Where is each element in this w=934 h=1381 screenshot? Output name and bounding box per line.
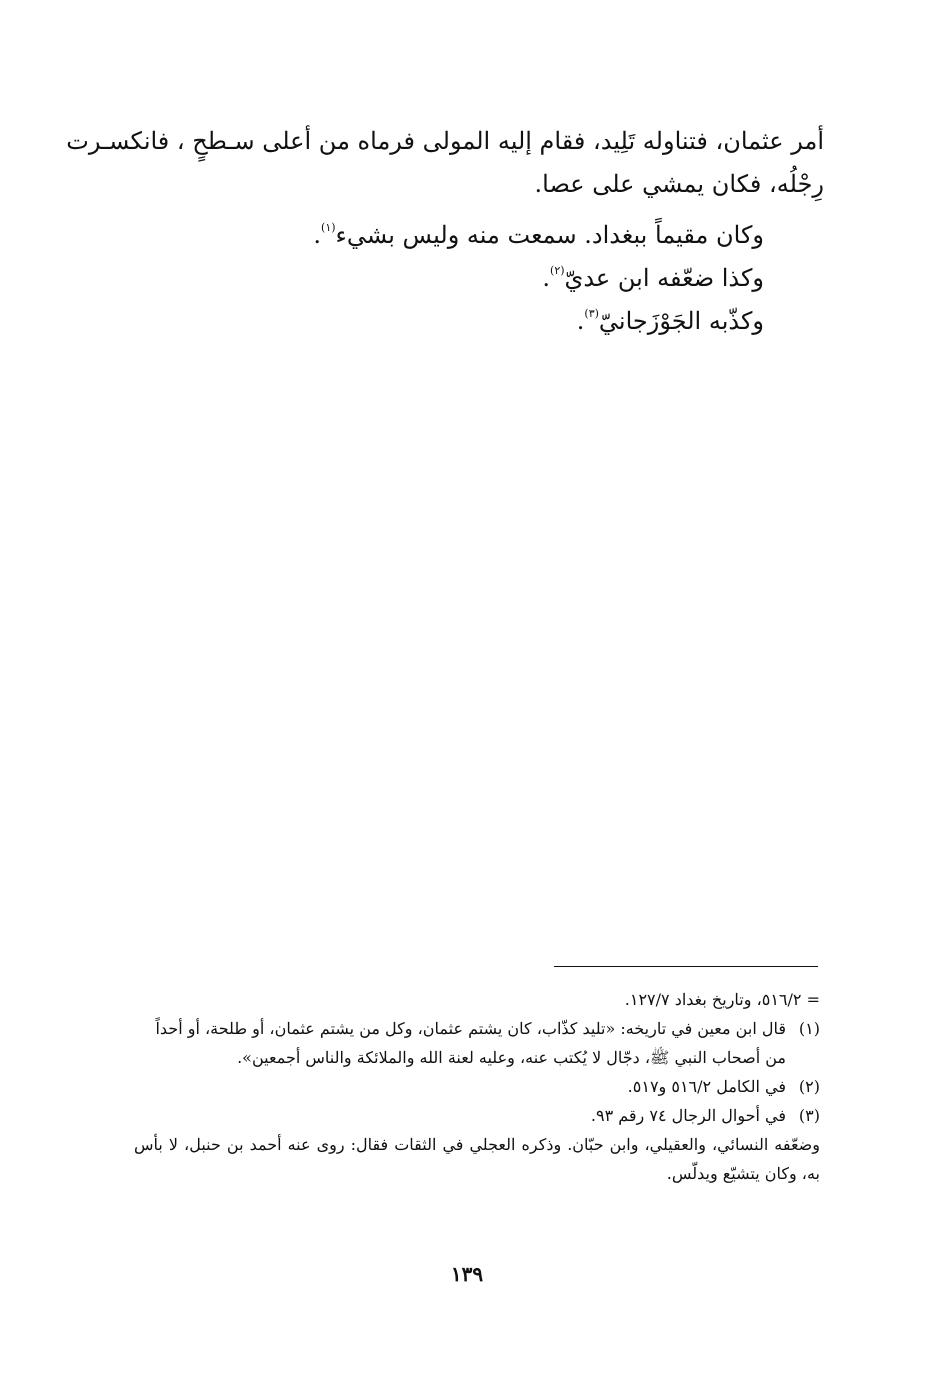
footnote-1-number: (١) (798, 1019, 820, 1038)
main-line-3-text: وكان مقيماً ببغداد. سمعت منه وليس بشيء (335, 221, 764, 249)
footnote-1 (134, 1014, 820, 1072)
main-line-4-end: . (542, 264, 551, 292)
footnotes (134, 985, 820, 1188)
main-line-2: رِجْلُه، فكان يمشي على عصا. (534, 170, 824, 198)
footnote-2-text: في الكامل ٥١٦/٢ و٥١٧. (627, 1077, 786, 1096)
footnote-3 (134, 1101, 820, 1130)
footnote-ref-1[interactable]: (١) (321, 221, 336, 234)
footnote-2 (134, 1072, 820, 1101)
main-line-1: أمر عثمان، فتناوله تَلِيد، فقام إليه المولى فرماه من أعلى سـطحٍ ، فانكسـرت (66, 127, 824, 155)
main-line-3-end: . (313, 221, 322, 249)
main-line-5 (134, 292, 824, 335)
main-line-4 (134, 249, 824, 292)
main-line-5-end: . (576, 307, 585, 335)
footnote-3-number: (٣) (798, 1106, 820, 1125)
main-line-5-text: وكذّبه الجَوْزَجانيّ (598, 307, 764, 335)
footnote-2-number: (٢) (798, 1077, 820, 1096)
footnote-divider (554, 966, 818, 967)
main-line-3 (134, 206, 824, 249)
footnote-ref-2[interactable]: (٢) (550, 264, 565, 277)
page-number: ١٣٩ (450, 1262, 484, 1286)
footnote-3-text: في أحوال الرجال ٧٤ رقم ٩٣. (590, 1106, 786, 1125)
main-text (66, 120, 824, 335)
footnote-ref-3[interactable]: (٣) (584, 307, 599, 320)
footnote-3-continuation: وضعّفه النسائي، والعقيلي، وابن حبّان. وذكره العجلي في الثقات فقال: روى عنه أحمد بن حنبل، لا بأس به، وكان يتشيّع ويدلّس. (134, 1135, 820, 1183)
main-line-4-text: وكذا ضعّفه ابن عديّ (564, 264, 764, 292)
footnote-continuation: = ٥١٦/٢، وتاريخ بغداد ١٢٧/٧. (624, 990, 820, 1009)
footnote-1-text: قال ابن معين في تاريخه: «تليد كذّاب، كان يشتم عثمان، وكل من يشتم عثمان، أو طلحة، أو أحداً من أصحاب النبي ﷺ، دجّال لا يُكتب عنه، وعليه لعنة الله والملائكة والناس أجمعين». (155, 1019, 786, 1067)
